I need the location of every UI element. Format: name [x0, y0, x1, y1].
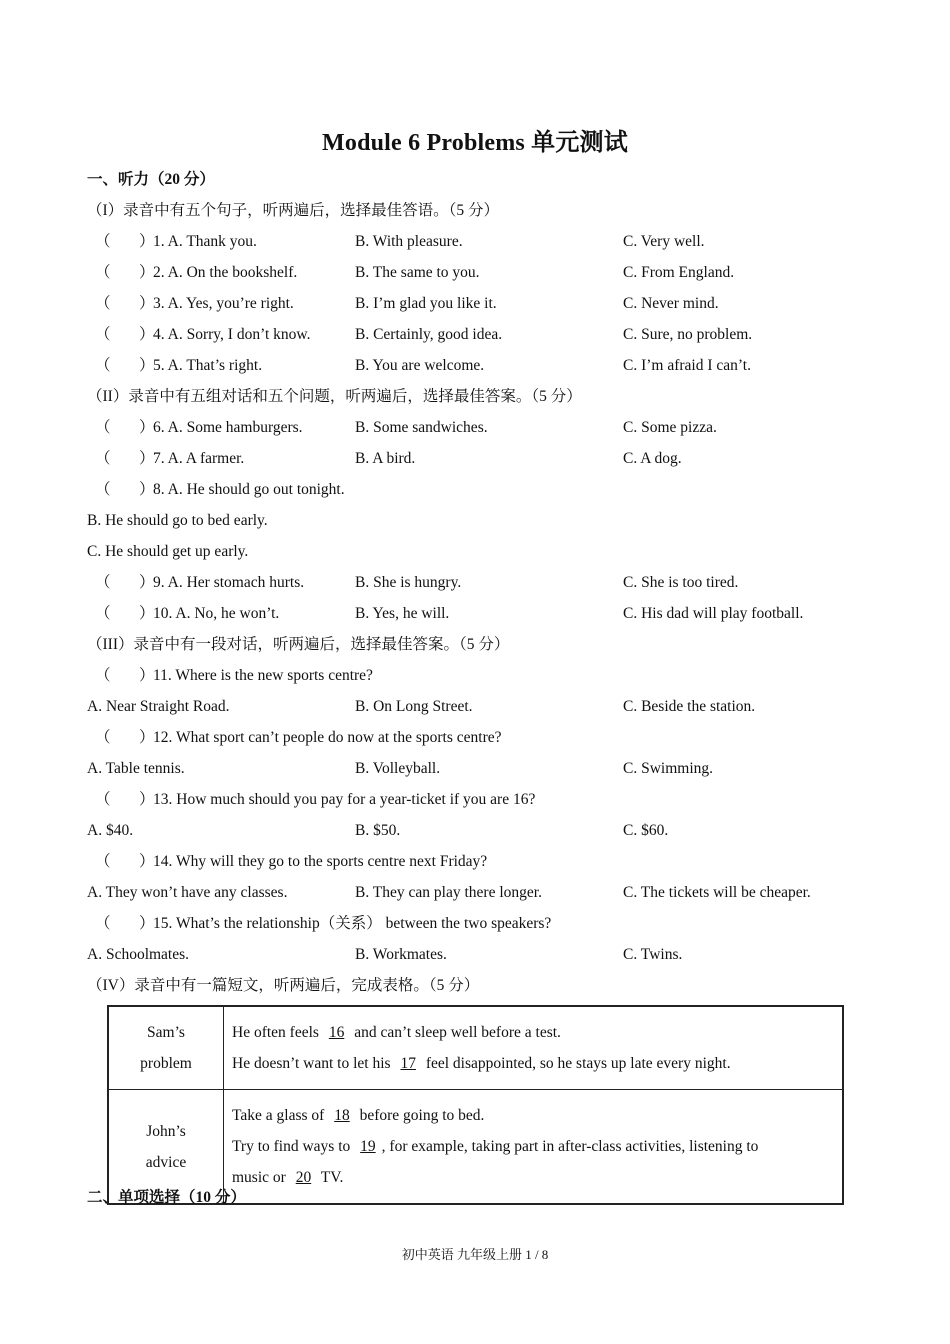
answer-paren-open: （	[95, 481, 111, 498]
answer-paren-close: ）	[139, 667, 155, 684]
options-row	[87, 941, 683, 969]
option-a: A. Yes, you’re right.	[167, 295, 294, 312]
option-b: B. I’m glad you like it.	[355, 295, 497, 312]
option-c: C. Some pizza.	[623, 419, 717, 436]
option-c: C. I’m afraid I can’t.	[623, 357, 751, 374]
option-c: C. The tickets will be cheaper.	[623, 884, 811, 901]
part-2-instruction: （II）录音中有五组对话和五个问题，听两遍后，选择最佳答案。（5 分）	[87, 388, 582, 405]
option-c: C. $60.	[623, 822, 669, 839]
option-b: B. Certainly, good idea.	[355, 326, 503, 343]
answer-paren-open: （	[95, 419, 111, 436]
option-a: A. No, he won’t.	[175, 605, 280, 622]
option-c: C. Swimming.	[623, 760, 714, 777]
content-line	[232, 1017, 834, 1048]
question-number: 2.	[153, 264, 165, 281]
answer-paren-close: ）	[139, 791, 155, 808]
option-c: C. From England.	[623, 264, 735, 281]
text: TV.	[317, 1169, 344, 1186]
blank-18[interactable]: 18	[334, 1107, 350, 1124]
answer-paren-close: ）	[139, 264, 155, 281]
answer-paren-open: （	[95, 264, 111, 281]
question-number: 8.	[153, 481, 165, 498]
option-c: C. Beside the station.	[623, 698, 756, 715]
blank-17[interactable]: 17	[400, 1055, 416, 1072]
option-c: C. Never mind.	[623, 295, 719, 312]
answer-paren-close: ）	[139, 295, 155, 312]
answer-paren-close: ）	[139, 481, 155, 498]
table-row	[108, 1006, 843, 1090]
question-number: 4.	[153, 326, 165, 343]
options-row	[87, 755, 714, 783]
row-header-line: advice	[145, 1153, 187, 1171]
option-b: B. $50.	[355, 822, 401, 839]
option-b: B. Some sandwiches.	[355, 419, 488, 436]
answer-paren-open: （	[95, 605, 111, 622]
question-stem: 13. How much should you pay for a year-ticket if you are 16?	[153, 791, 536, 808]
option-b: B. Yes, he will.	[355, 605, 450, 622]
content-line	[232, 1048, 834, 1079]
answer-paren-open: （	[95, 915, 111, 932]
answer-paren-close: ）	[139, 326, 155, 343]
row-content-john	[224, 1090, 844, 1205]
option-b: B. You are welcome.	[355, 357, 485, 374]
question-number: 7.	[153, 450, 165, 467]
answer-paren-close: ）	[139, 450, 155, 467]
answer-paren-open: （	[95, 233, 111, 250]
answer-paren-open: （	[95, 853, 111, 870]
option-a: A. On the bookshelf.	[167, 264, 298, 281]
option-b: B. With pleasure.	[355, 233, 463, 250]
part-3-instruction: （III）录音中有一段对话，听两遍后，选择最佳答案。（5 分）	[87, 636, 510, 653]
question-stem: 15. What’s the relationship（关系） between the two speakers?	[153, 915, 552, 932]
answer-paren-open: （	[95, 326, 111, 343]
option-c: C. She is too tired.	[623, 574, 739, 591]
text: before going to bed.	[355, 1107, 485, 1124]
option-a: A. They won’t have any classes.	[87, 884, 288, 901]
answer-paren-open: （	[95, 667, 111, 684]
option-c: C. Sure, no problem.	[623, 326, 753, 343]
option-a: A. Thank you.	[167, 233, 257, 250]
answer-paren-close: ）	[139, 574, 155, 591]
option-a: A. Schoolmates.	[87, 946, 190, 963]
answer-paren-close: ）	[139, 233, 155, 250]
text: and can’t sleep well before a test.	[350, 1024, 561, 1041]
answer-paren-open: （	[95, 574, 111, 591]
answer-paren-open: （	[95, 295, 111, 312]
answer-table	[107, 1005, 844, 1205]
question-number: 10.	[153, 605, 173, 622]
part-1-instruction: （I）录音中有五个句子，听两遍后，选择最佳答语。（5 分）	[87, 202, 500, 219]
question-number: 9.	[153, 574, 165, 591]
text: He often feels	[232, 1024, 323, 1041]
text: Try to find ways to	[232, 1138, 355, 1155]
option-c: C. His dad will play football.	[623, 605, 804, 622]
option-b: B. Workmates.	[355, 946, 447, 963]
answer-paren-close: ）	[139, 357, 155, 374]
content-line	[232, 1100, 834, 1131]
option-a: A. Sorry, I don’t know.	[167, 326, 311, 343]
option-a: A. Some hamburgers.	[167, 419, 303, 436]
answer-paren-open: （	[95, 357, 111, 374]
answer-paren-close: ）	[139, 853, 155, 870]
section-2-heading: 二、单项选择（10 分）	[87, 1189, 246, 1206]
text: music or	[232, 1169, 290, 1186]
options-row	[87, 879, 811, 907]
answer-paren-close: ）	[139, 605, 155, 622]
section-1-heading: 一、听力（20 分）	[87, 171, 215, 188]
option-a: A. Her stomach hurts.	[167, 574, 305, 591]
row-header-line: Sam’s	[147, 1024, 185, 1041]
text: feel disappointed, so he stays up late every night.	[421, 1055, 731, 1072]
option-b: B. They can play there longer.	[355, 884, 542, 901]
question-stem: 14. Why will they go to the sports centre next Friday?	[153, 853, 488, 870]
question-number: 6.	[153, 419, 165, 436]
page-title: Module 6 Problems 单元测试	[322, 130, 628, 156]
question-stem: 12. What sport can’t people do now at the sports centre?	[153, 729, 502, 746]
option-b: B. The same to you.	[355, 264, 480, 281]
option-b: B. He should go to bed early.	[87, 512, 268, 529]
options-row	[87, 693, 756, 721]
option-c: C. A dog.	[623, 450, 682, 467]
blank-19[interactable]: 19	[360, 1138, 376, 1155]
content-line	[232, 1162, 834, 1193]
question-number: 5.	[153, 357, 165, 374]
question-number: 3.	[153, 295, 165, 312]
answer-paren-open: （	[95, 450, 111, 467]
option-c: C. Very well.	[623, 233, 705, 250]
option-c: C. Twins.	[623, 946, 683, 963]
option-a: A. That’s right.	[167, 357, 263, 374]
row-header-sam	[108, 1006, 224, 1090]
options-row	[87, 817, 669, 845]
answer-paren-open: （	[95, 791, 111, 808]
text: He doesn’t want to let his	[232, 1055, 395, 1072]
option-a: A. He should go out tonight.	[167, 481, 345, 498]
row-header-line: problem	[140, 1055, 192, 1072]
answer-paren-close: ）	[139, 419, 155, 436]
part-4-instruction: （IV）录音中有一篇短文，听两遍后，完成表格。（5 分）	[87, 977, 480, 994]
option-b: B. Volleyball.	[355, 760, 441, 777]
blank-16[interactable]: 16	[328, 1024, 345, 1041]
text: Take a glass of	[232, 1107, 329, 1124]
option-c: C. He should get up early.	[87, 543, 249, 560]
page-footer: 初中英语 九年级上册 1 / 8	[401, 1247, 549, 1262]
answer-paren-open: （	[95, 729, 111, 746]
text: , for example, taking part in after-class activities, listening to	[381, 1138, 759, 1155]
option-b: B. On Long Street.	[355, 698, 473, 715]
content-line	[232, 1131, 834, 1162]
answer-paren-close: ）	[139, 915, 155, 932]
option-b: B. She is hungry.	[355, 574, 462, 591]
blank-20[interactable]: 20	[295, 1169, 312, 1186]
option-a: A. Near Straight Road.	[87, 698, 230, 715]
answer-paren-close: ）	[139, 729, 155, 746]
option-a: A. Table tennis.	[87, 760, 185, 777]
question-number: 1.	[153, 233, 165, 250]
row-header-line: John’s	[146, 1122, 186, 1140]
option-a: A. $40.	[87, 822, 134, 839]
option-b: B. A bird.	[355, 450, 416, 467]
question-stem: 11. Where is the new sports centre?	[153, 667, 373, 684]
option-a: A. A farmer.	[167, 450, 245, 467]
row-content-sam	[224, 1006, 844, 1090]
